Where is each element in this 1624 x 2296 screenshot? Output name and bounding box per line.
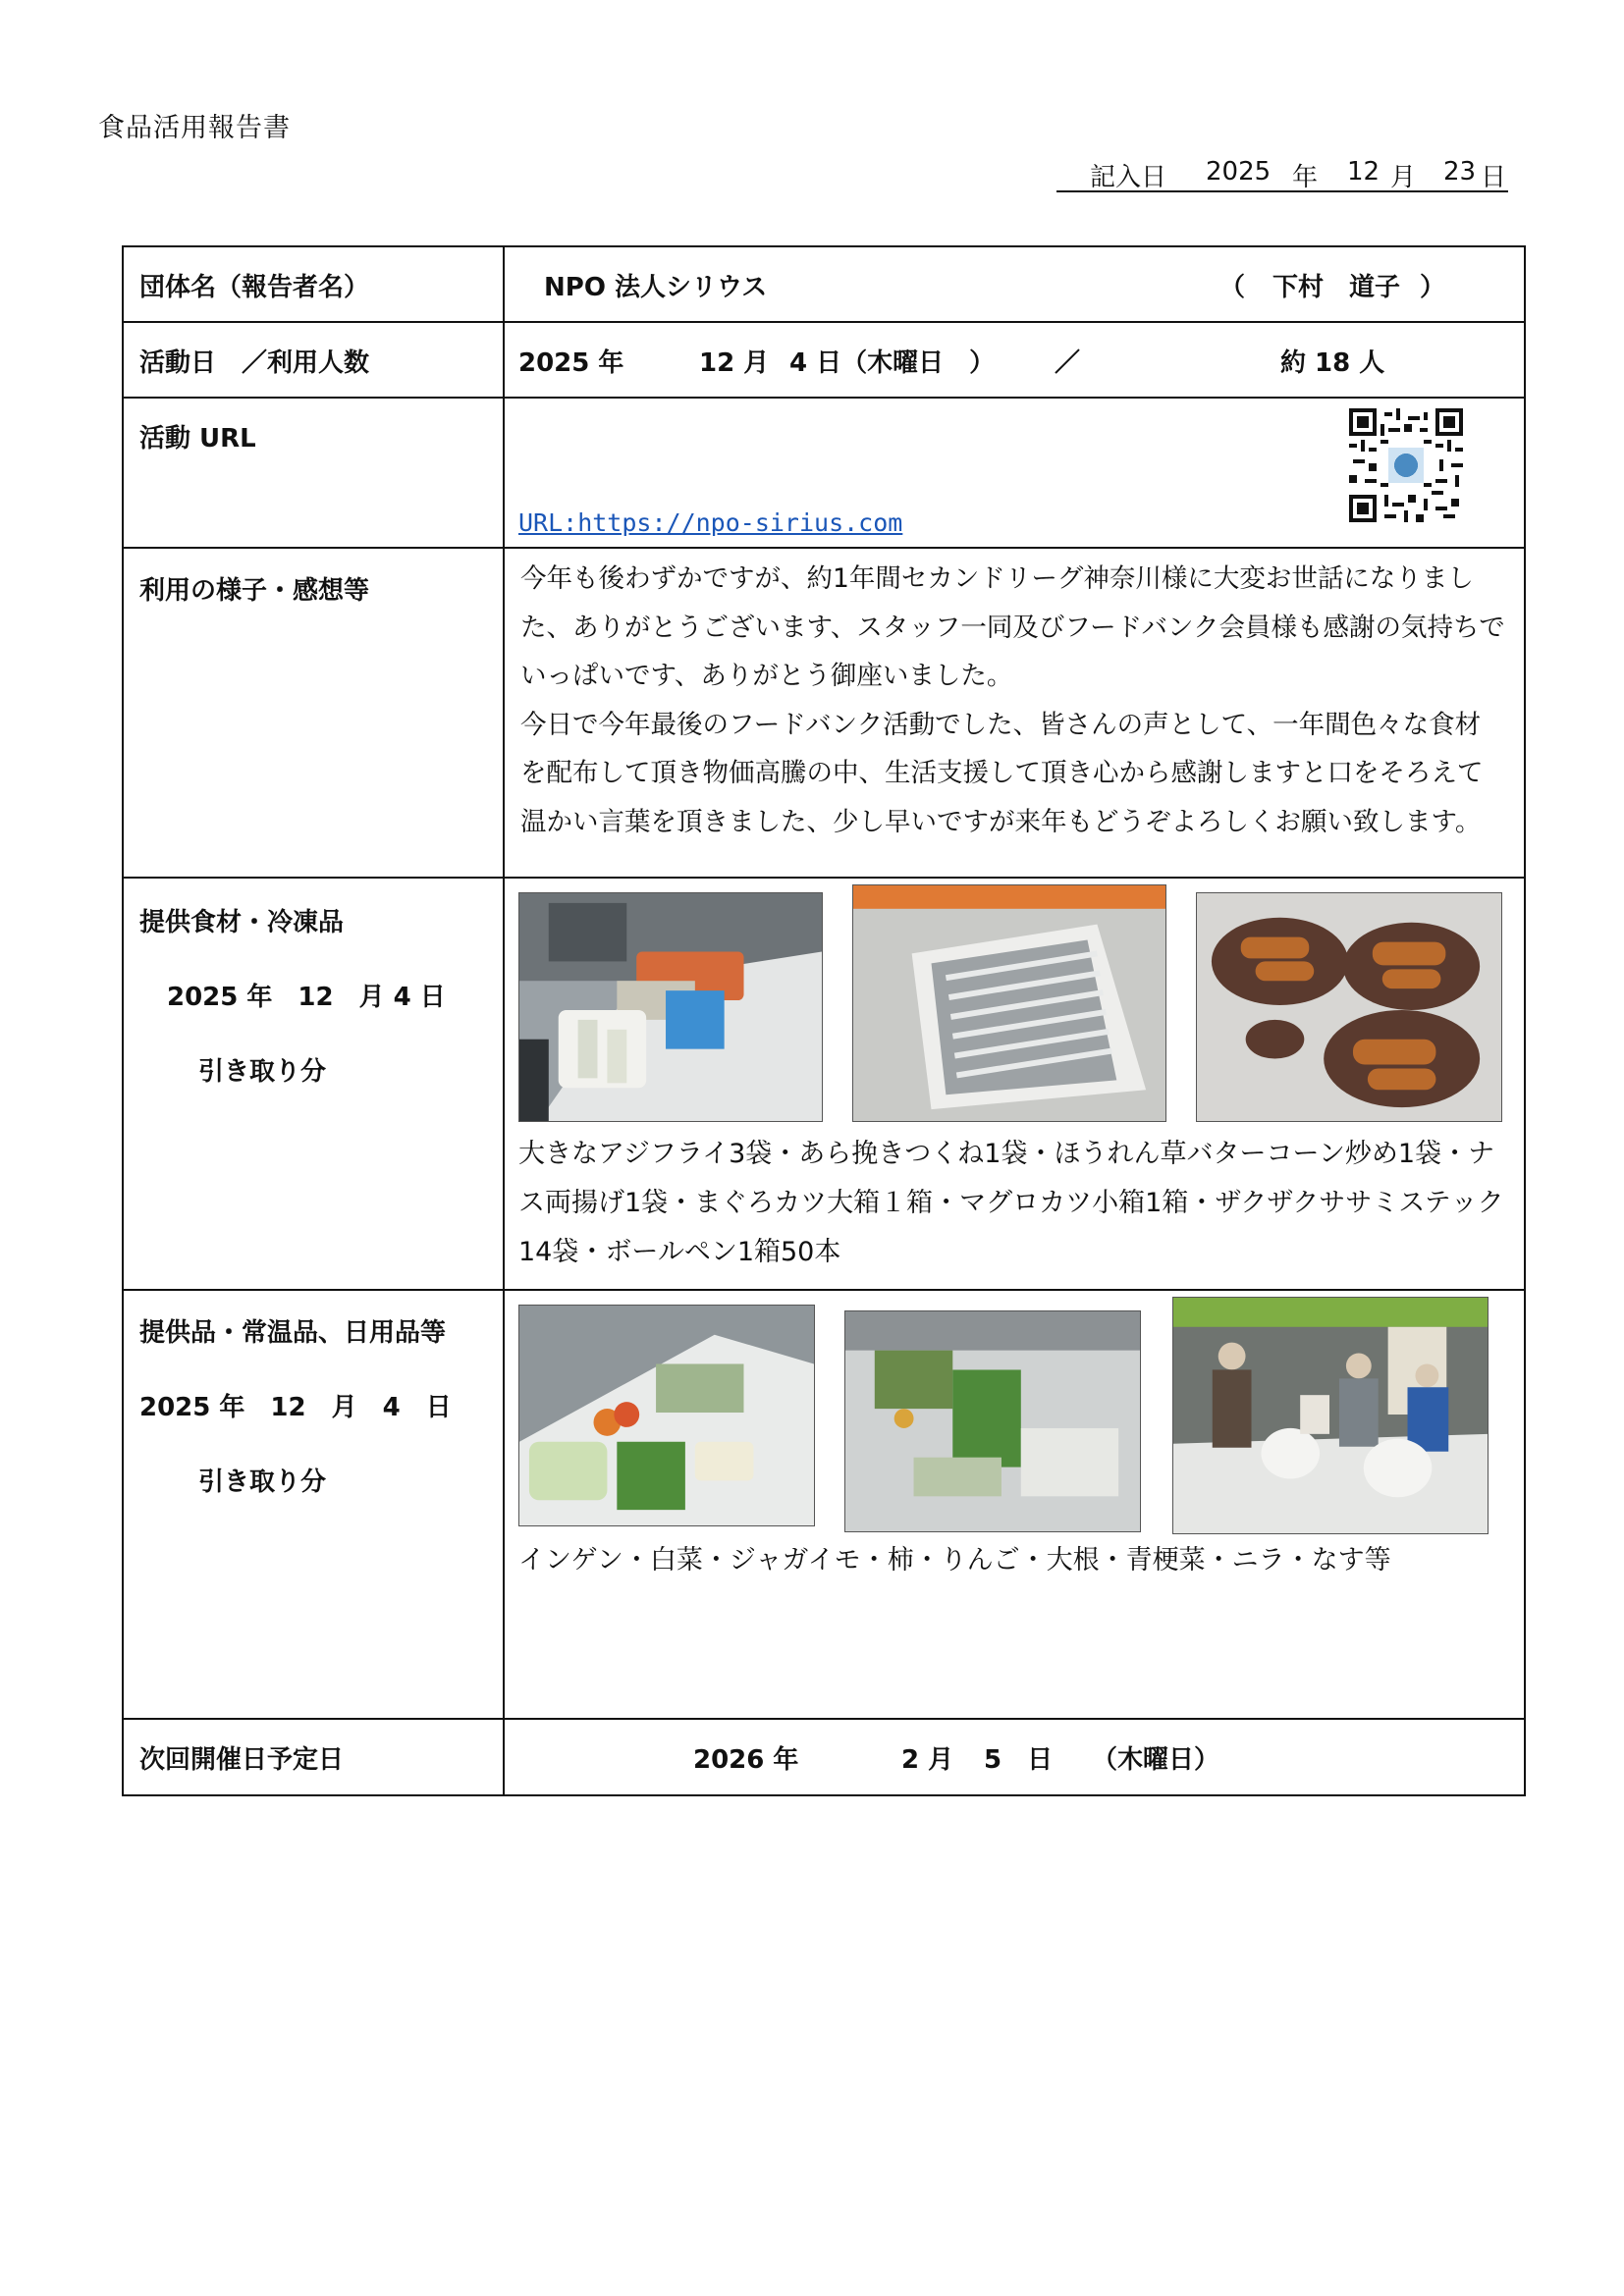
next-year: 2026 年 [693,1745,799,1775]
next-content [505,1720,1524,1794]
daily-label: 提供品・常温品、日用品等 2025 年 12 月 4 日 引き取り分 [124,1291,505,1718]
reporter-open: （ [1219,273,1246,302]
frozen-description-line: 14袋・ボールペン1箱50本 [518,1237,841,1267]
document-title: 食品活用報告書 [98,113,291,143]
frozen-description [518,1130,1516,1277]
org-label: 団体名（報告者名） [124,247,505,321]
daily-description: インゲン・白菜・ジャガイモ・柿・りんご・大根・青梗菜・ニラ・なす等 [518,1545,1391,1575]
impressions-line: 今日で今年最後のフードバンク活動でした、皆さんの声として、一年間色々な食材 [520,709,1482,740]
org-content [505,247,1524,321]
reporter-name: 下村 道子 [1272,273,1401,302]
activity-month: 12 月 [699,348,770,378]
daily-content [505,1291,1524,1718]
impressions-line: た、ありがとうございます、スタッフ一同及びフードバンク会員様も感謝の気持ちで [520,612,1505,643]
activity-year: 2025 年 [518,348,624,378]
qr-code-icon[interactable] [1349,408,1463,522]
next-label: 次回開催日予定日 [124,1720,505,1794]
next-day: 5 日 [984,1745,1054,1775]
reporter-close: ） [1420,273,1446,302]
impressions-line: いっぱいです、ありがとう御座いました。 [520,661,1013,691]
report-table [122,245,1526,1796]
frozen-content [505,879,1524,1289]
entry-date-month: 12 [1347,157,1380,187]
row-frozen-goods [124,879,1524,1291]
next-month: 2 月 [901,1745,954,1775]
activity-content [505,323,1524,397]
daily-date: 2025 年 12 月 4 日 [139,1393,452,1422]
row-daily-goods [124,1291,1524,1720]
participant-count: 約 18 人 [1280,348,1385,378]
impressions-line: 今年も後わずかですが、約1年間セカンドリーグ神奈川様に大変お世話になりまし [520,563,1474,594]
row-next-date [124,1720,1524,1794]
frozen-pickup: 引き取り分 [198,1057,327,1087]
row-activity-url [124,399,1524,549]
impressions-line: を配布して頂き物価高騰の中、生活支援して頂き心から感謝しますと口をそろえて [520,758,1484,788]
url-content [505,399,1524,547]
impressions-content [505,549,1524,877]
frozen-description-line: 大きなアジフライ3袋・あら挽きつくね1袋・ほうれん草バターコーン炒め1袋・ナ [518,1139,1495,1169]
activity-separator: ／ [1055,348,1081,378]
impressions-label: 利用の様子・感想等 [124,549,505,877]
impressions-text [520,555,1514,846]
photo-boxed-goods [852,884,1166,1122]
photo-vegetables-table [518,1305,815,1526]
photo-frozen-food-table [518,892,823,1122]
daily-pickup: 引き取り分 [198,1468,327,1497]
entry-date-year-unit: 年 [1292,163,1319,192]
row-organization [124,247,1524,323]
row-activity-date [124,323,1524,399]
frozen-description-line: ス両揚げ1袋・まぐろカツ大箱１箱・マグロカツ小箱1箱・ザクザクササミステック [518,1188,1504,1218]
entry-date [1056,157,1508,192]
activity-day: 4 日（木曜日 ） [789,348,996,378]
next-weekday: （木曜日） [1092,1745,1220,1775]
org-name: NPO 法人シリウス [544,273,768,302]
photo-fried-food-plates [1196,892,1502,1122]
entry-date-month-unit: 月 [1390,163,1417,192]
row-impressions [124,549,1524,879]
entry-date-label: 記入日 [1090,163,1167,192]
frozen-date: 2025 年 12 月 4 日 [167,983,446,1012]
url-label: 活動 URL [124,399,505,547]
entry-date-year: 2025 [1206,157,1272,187]
photo-volunteers-sorting [1172,1297,1489,1534]
photo-produce-bags [844,1310,1141,1532]
entry-date-day: 23 [1443,157,1477,187]
activity-label: 活動日 ／利用人数 [124,323,505,397]
frozen-label: 提供食材・冷凍品 2025 年 12 月 4 日 引き取り分 [124,879,505,1289]
activity-url-link[interactable]: URL:https://npo-sirius.com [518,508,903,537]
entry-date-day-unit: 日 [1481,163,1507,192]
impressions-line: 温かい言葉を頂きました、少し早いですが来年もどうぞよろしくお願い致します。 [520,806,1482,837]
